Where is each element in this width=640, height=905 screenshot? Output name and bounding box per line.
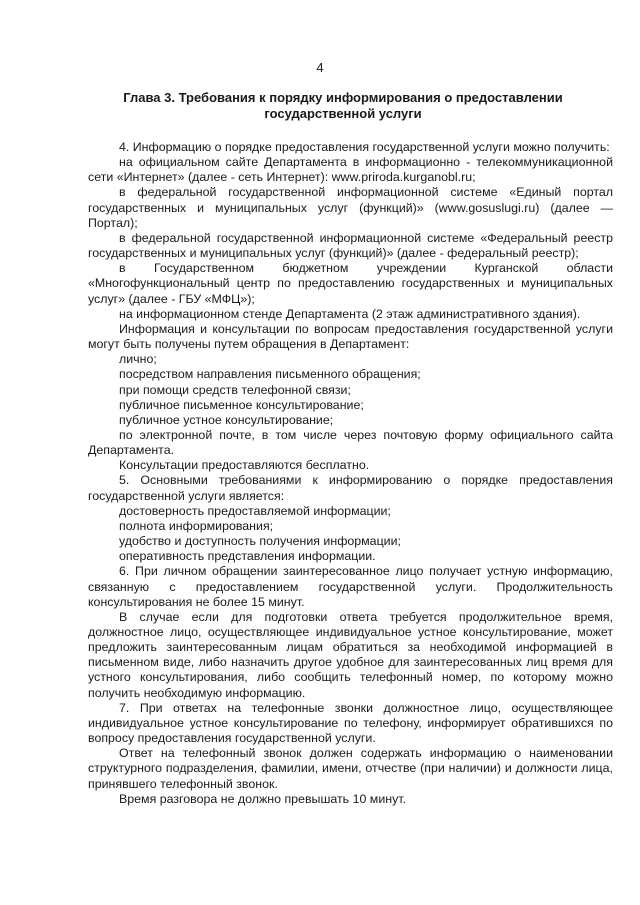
paragraph: удобство и доступность получения информации;: [119, 534, 401, 549]
document-body: [88, 140, 613, 807]
paragraph: Ответ на телефонный звонок должен содержать информацию о наименовании структурного подразделения, фамилии, имени, отчестве (при наличии) и должности лица, принявшего телефонный звонок.: [88, 746, 613, 791]
paragraph: посредством направления письменного обращения;: [119, 367, 421, 382]
paragraph: 5. Основными требованиями к информированию о порядке предоставления государственной услуги является:: [88, 473, 613, 503]
chapter-heading: [88, 90, 598, 122]
paragraph: 4. Информацию о порядке предоставления государственной услуги можно получить:: [119, 140, 610, 154]
paragraph: на информационном стенде Департамента (2 этаж административного здания).: [119, 306, 581, 321]
paragraph: 7. При ответах на телефонные звонки должностное лицо, осуществляющее индивидуальное устное консультирование по телефону, информирует обратившихся по вопросу предоставления государственной услуги.: [88, 700, 613, 746]
paragraph: при помощи средств телефонной связи;: [119, 382, 351, 397]
paragraph: публичное устное консультирование;: [119, 412, 334, 427]
paragraph: оперативность представления информации.: [119, 549, 376, 564]
paragraph: Время разговора не должно превышать 10 минут.: [119, 791, 407, 806]
paragraph: Информация и консультации по вопросам предоставления государственной услуги могут быть получены путем обращения в Департамент:: [88, 321, 613, 352]
paragraph: в Государственном бюджетном учреждении Курганской области «Многофункциональный центр по предоставлению государственных и муниципальных услуг» (далее - ГБУ «МФЦ»);: [88, 261, 613, 306]
paragraph: публичное письменное консультирование;: [119, 397, 364, 412]
chapter-heading-line-2: государственной услуги: [264, 106, 422, 121]
paragraph: в федеральной государственной информационной системе «Федеральный реестр государственных и муниципальных услуг (функций)» (далее - федеральный реестр);: [88, 230, 613, 261]
paragraph: достоверность предоставляемой информации;: [119, 503, 391, 518]
paragraph: 6. При личном обращении заинтересованное лицо получает устную информацию, связанную с предоставлением государственной услуги. Продолжительность консультирования не более 15 минут.: [88, 564, 613, 609]
paragraph: лично;: [119, 352, 157, 367]
paragraph: полнота информирования;: [119, 518, 274, 533]
chapter-heading-line-1: Глава 3. Требования к порядку информирования о предоставлении: [123, 90, 563, 105]
page-number: 4: [316, 60, 324, 75]
paragraph: В случае если для подготовки ответа требуется продолжительное время, должностное лицо, осуществляющее индивидуальное устное консультирование, может предложить заинтересованным лицам обратиться за необходимой информацией в письменном виде, либо назначить другое удобное для заинтересованных лиц время для устного консультирования, либо сообщить телефонный номер, по которому можно получить необходимую информацию.: [88, 609, 613, 700]
paragraph: Консультации предоставляются бесплатно.: [119, 458, 370, 473]
paragraph: в федеральной государственной информационной системе «Единый портал государственных и муниципальных услуг (функций)» (www.gosuslugi.ru) (далее — Портал);: [88, 185, 613, 230]
paragraph: по электронной почте, в том числе через почтовую форму официального сайта Департамента.: [88, 427, 613, 458]
paragraph: на официальном сайте Департамента в информационно - телекоммуникационной сети «Интернет» (далее - сеть Интернет): www.priroda.kurganobl.ru;: [88, 155, 613, 185]
